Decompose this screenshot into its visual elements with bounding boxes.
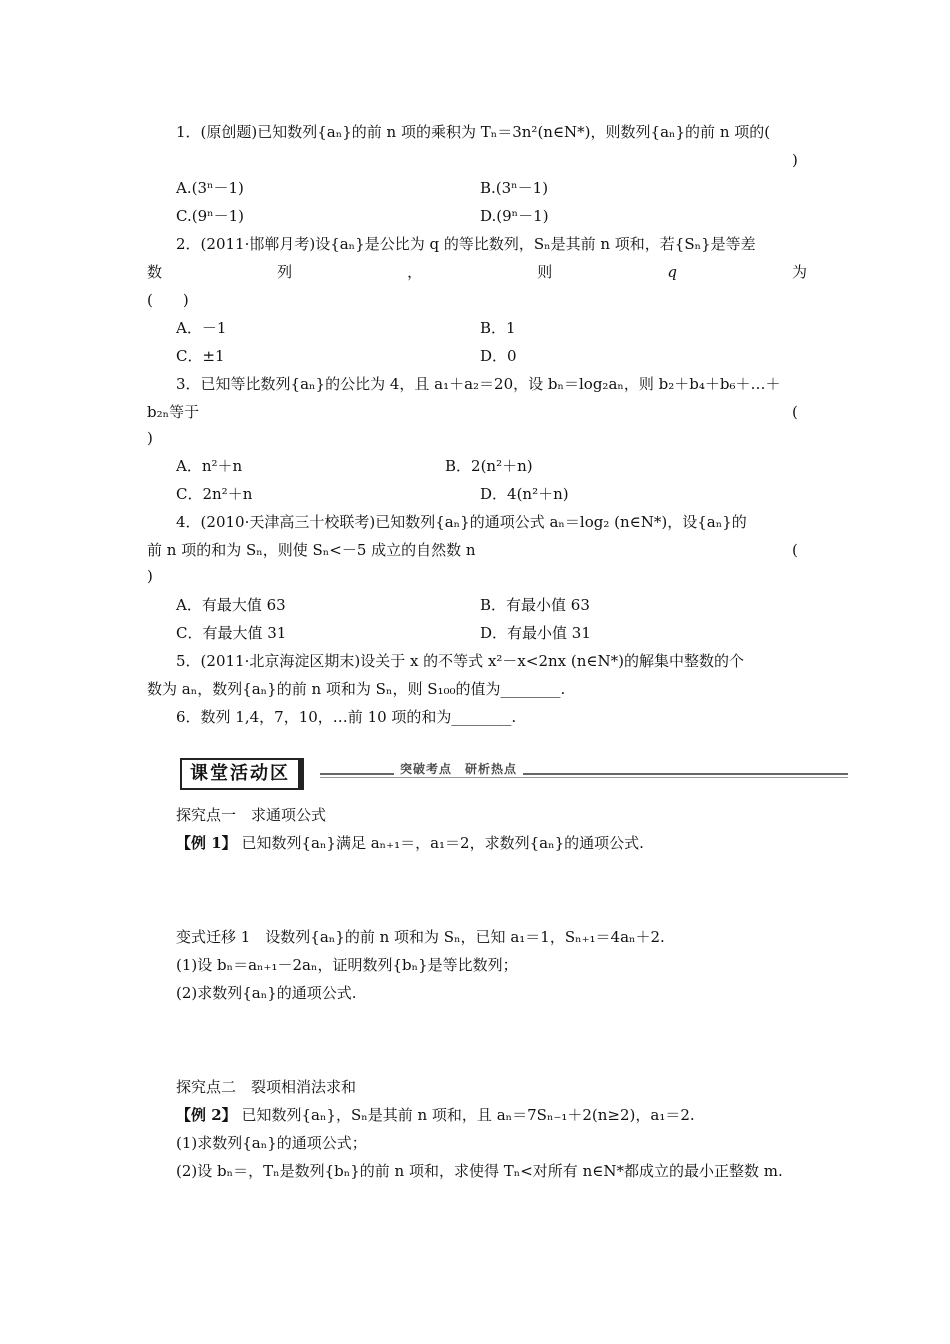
- banner-rule-thin: [320, 777, 848, 778]
- q4-answer-paren-left: (: [792, 541, 798, 559]
- q4-option-c: C．有最大值 31: [176, 624, 287, 642]
- q1-option-b: B.(3ⁿ－1): [480, 179, 549, 197]
- q2-word: 列: [277, 263, 293, 281]
- q3-option-c: C．2n²＋n: [176, 485, 253, 503]
- q3-stem-line2: b₂ₙ等于: [147, 403, 200, 421]
- q3-answer-paren-right: ): [147, 429, 153, 447]
- q2-word: 为: [791, 263, 807, 281]
- q3-option-a: A．n²＋n: [176, 457, 243, 475]
- q1-option-d: D.(9ⁿ－1): [480, 207, 549, 225]
- q1-option-a: A.(3ⁿ－1): [176, 179, 244, 197]
- example2-text: 已知数列{aₙ}，Sₙ是其前 n 项和，且 aₙ＝7Sₙ₋₁＋2(n≥2)，a₁＝2.: [241, 1106, 695, 1124]
- q3-answer-paren-left: (: [792, 403, 798, 421]
- example2-part1: (1)求数列{aₙ}的通项公式；: [176, 1134, 367, 1152]
- banner-title: 课堂活动区: [180, 758, 304, 790]
- q2-option-b: B．1: [480, 319, 516, 337]
- example1: [176, 833, 644, 853]
- q2-option-d: D．0: [480, 347, 517, 365]
- q2-answer-paren: ( ): [147, 291, 189, 309]
- q4-stem: 4．(2010·天津高三十校联考)已知数列{aₙ}的通项公式 aₙ＝log₂ (n∈N*)，设{aₙ}的: [176, 513, 747, 531]
- q5-stem: 5．(2011·北京海淀区期末)设关于 x 的不等式 x²－x<2nx (n∈N*)的解集中整数的个: [176, 652, 744, 670]
- example2: [176, 1105, 695, 1125]
- example1-text: 已知数列{aₙ}满足 aₙ₊₁＝，a₁＝2，求数列{aₙ}的通项公式.: [241, 834, 644, 852]
- q3-option-b: B．2(n²＋n): [445, 457, 533, 475]
- q2-option-c: C．±1: [176, 347, 225, 365]
- variant1-part2: (2)求数列{aₙ}的通项公式.: [176, 984, 357, 1002]
- q4-option-b: B．有最小值 63: [480, 596, 590, 614]
- variant1-stem: 变式迁移 1 设数列{aₙ}的前 n 项和为 Sₙ，已知 a₁＝1，Sₙ₊₁＝4aₙ＋2.: [176, 928, 665, 946]
- q1-answer-paren: ): [792, 151, 798, 169]
- q3-stem: 3．已知等比数列{aₙ}的公比为 4，且 a₁＋a₂＝20，设 bₙ＝log₂aₙ，则 b₂＋b₄＋b₆＋…＋: [176, 375, 781, 393]
- q4-stem-line2: 前 n 项的和为 Sₙ，则使 Sₙ<－5 成立的自然数 n: [147, 541, 476, 559]
- q1-option-c: C.(9ⁿ－1): [176, 207, 244, 225]
- q2-option-a: A．－1: [176, 319, 227, 337]
- q2-word: 则: [537, 263, 553, 281]
- q1-stem: 1．(原创题)已知数列{aₙ}的前 n 项的乘积为 Tₙ＝3n²(n∈N*)，则数列{aₙ}的前 n 项的(: [176, 123, 771, 141]
- example2-label: 【例 2】: [176, 1106, 237, 1124]
- example1-label: 【例 1】: [176, 834, 237, 852]
- q4-answer-paren-right: ): [147, 567, 153, 585]
- q2-word: q: [667, 263, 677, 281]
- q6-stem: 6．数列 1,4，7，10，…前 10 项的和为________.: [176, 708, 517, 726]
- section1-heading: 探究点一 求通项公式: [176, 806, 327, 824]
- q2-stem: 2．(2011·邯郸月考)设{aₙ}是公比为 q 的等比数列，Sₙ是其前 n 项和，若{Sₙ}是等差: [176, 235, 756, 253]
- q5-stem-line2: 数为 aₙ，数列{aₙ}的前 n 项和为 Sₙ，则 S₁₀₀的值为________.: [147, 680, 566, 698]
- example2-part2: (2)设 bₙ＝，Tₙ是数列{bₙ}的前 n 项和，求使得 Tₙ<对所有 n∈N*都成立的最小正整数 m.: [176, 1162, 783, 1180]
- section-banner: [180, 758, 848, 788]
- q4-option-d: D．有最小值 31: [480, 624, 591, 642]
- banner-subtitle: 突破考点 研析热点: [394, 760, 523, 777]
- q2-word: 数: [147, 263, 163, 281]
- variant1-part1: (1)设 bₙ＝aₙ₊₁－2aₙ，证明数列{bₙ}是等比数列；: [176, 956, 518, 974]
- q4-option-a: A．有最大值 63: [176, 596, 286, 614]
- section2-heading: 探究点二 裂项相消法求和: [176, 1078, 357, 1096]
- q2-stem-line2: [147, 262, 807, 282]
- q2-word: ，: [407, 263, 423, 281]
- q3-option-d: D．4(n²＋n): [480, 485, 569, 503]
